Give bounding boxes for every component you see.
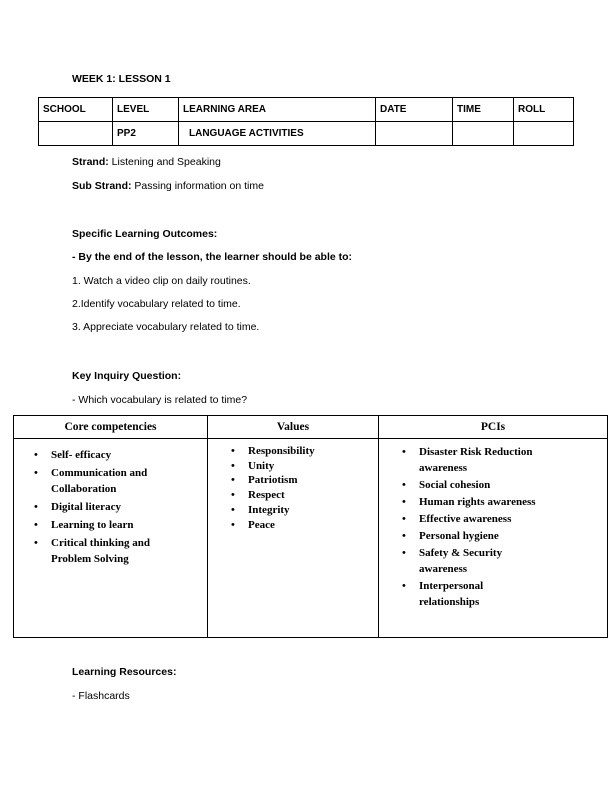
sub-strand-value: Passing information on time [131,180,264,192]
list-item: • Social cohesion [419,477,539,493]
list-item: • Self- efficacy [51,447,191,463]
pcis-list [419,444,539,610]
header-level: LEVEL [113,98,179,122]
strand-line [72,156,221,168]
list-item: • Respect [248,488,378,503]
header-learning-area: LEARNING AREA [179,98,376,122]
list-item: • Peace [248,518,378,533]
outcome-item: 2.Identify vocabulary related to time. [72,298,241,310]
pcis-cell [379,439,608,638]
list-item: • Responsibility [248,444,378,459]
core-competencies-cell [14,439,208,638]
lesson-title: WEEK 1: LESSON 1 [72,73,171,85]
value-level: PP2 [113,122,179,146]
header-pcis: PCIs [379,416,608,439]
resource-item: - Flashcards [72,690,130,702]
header-values: Values [208,416,379,439]
value-date [376,122,453,146]
sub-strand-label: Sub Strand: [72,180,132,192]
list-item: • Human rights awareness [419,494,539,510]
outcomes-heading: Specific Learning Outcomes: [72,228,218,240]
value-roll [514,122,574,146]
info-header-row [39,98,574,122]
sub-strand-line [72,180,264,192]
strand-value: Listening and Speaking [108,156,221,168]
outcome-item: 3. Appreciate vocabulary related to time. [72,321,260,333]
header-core-competencies: Core competencies [14,416,208,439]
list-item: • Critical thinking and Problem Solving [51,535,191,567]
inquiry-question: - Which vocabulary is related to time? [72,394,248,406]
value-time [453,122,514,146]
outcome-item: 1. Watch a video clip on daily routines. [72,275,251,287]
value-learning-area: LANGUAGE ACTIVITIES [179,122,376,146]
list-item: • Learning to learn [51,517,191,533]
list-item: • Safety & Security awareness [419,545,539,577]
competency-body-row [14,439,608,638]
strand-label: Strand: [72,156,109,168]
header-date: DATE [376,98,453,122]
core-competencies-list [51,447,191,567]
lesson-info-table [38,97,574,146]
values-list [248,444,378,532]
list-item: • Integrity [248,503,378,518]
list-item: • Communication and Collaboration [51,465,191,497]
list-item: • Interpersonal relationships [419,578,539,610]
list-item: • Personal hygiene [419,528,539,544]
header-time: TIME [453,98,514,122]
values-cell [208,439,379,638]
list-item: • Digital literacy [51,499,191,515]
list-item: • Effective awareness [419,511,539,527]
info-value-row [39,122,574,146]
inquiry-heading: Key Inquiry Question: [72,370,182,382]
header-roll: ROLL [514,98,574,122]
competency-header-row [14,416,608,439]
outcomes-intro: - By the end of the lesson, the learner should be able to: [72,251,353,263]
header-school: SCHOOL [39,98,113,122]
list-item: • Patriotism [248,473,378,488]
value-school [39,122,113,146]
competency-table [13,415,608,638]
resources-heading: Learning Resources: [72,666,177,678]
list-item: • Unity [248,459,378,474]
list-item: • Disaster Risk Reduction awareness [419,444,539,476]
